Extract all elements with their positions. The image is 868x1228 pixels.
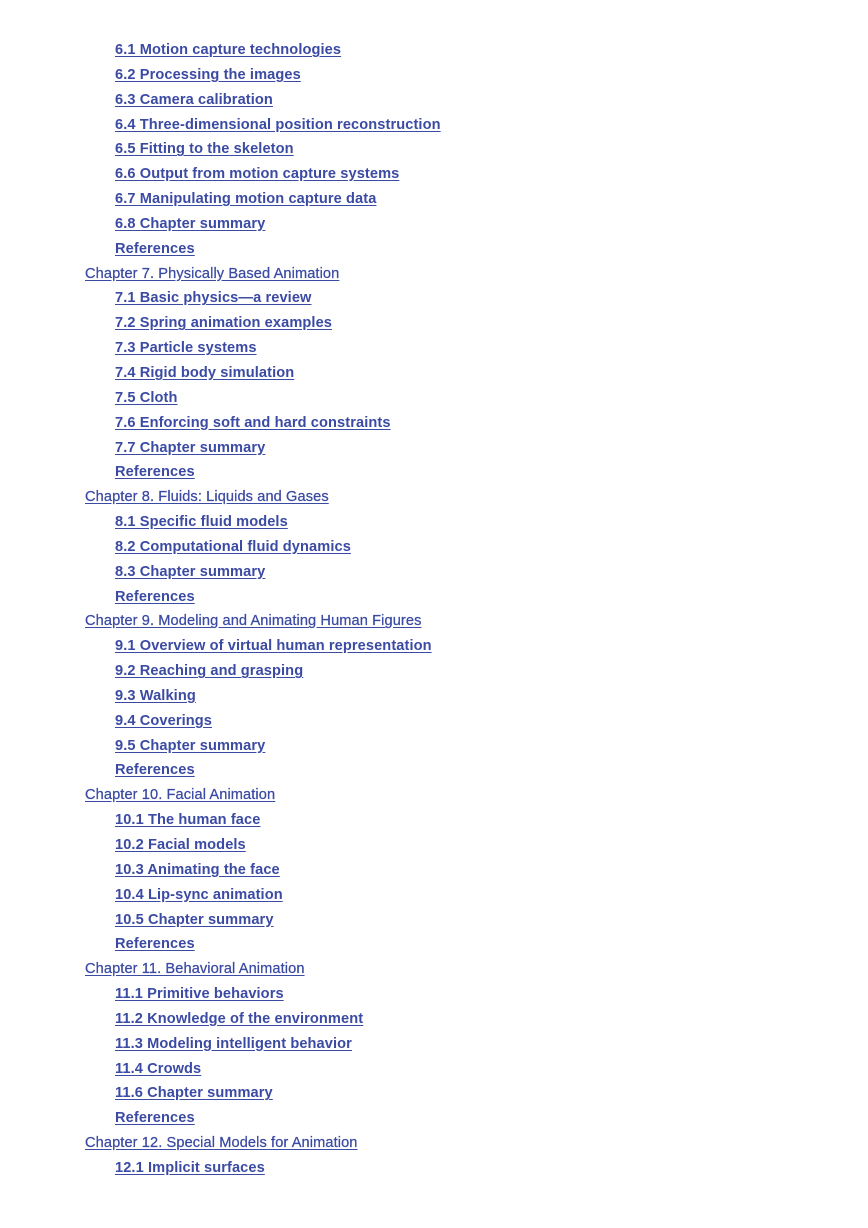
toc-section-item <box>85 336 441 361</box>
toc-chapter-link[interactable]: Chapter 8. Fluids: Liquids and Gases <box>85 489 329 506</box>
toc-section-link[interactable]: 9.5 Chapter summary <box>115 737 266 754</box>
toc-section-item <box>85 460 441 485</box>
toc-section-link[interactable]: 7.3 Particle systems <box>115 340 257 357</box>
toc-section-link[interactable]: References <box>115 762 195 779</box>
toc-section-item <box>85 1106 441 1131</box>
toc-section-item <box>85 932 441 957</box>
toc-chapter-link[interactable]: Chapter 11. Behavioral Animation <box>85 961 305 978</box>
toc-section-link[interactable]: 6.5 Fitting to the skeleton <box>115 141 294 158</box>
toc-section-item <box>85 137 441 162</box>
toc-section-item <box>85 510 441 535</box>
toc-section-item <box>85 709 441 734</box>
toc-section-link[interactable]: 10.4 Lip-sync animation <box>115 886 283 903</box>
toc-section-item <box>85 659 441 684</box>
toc-section-link[interactable]: 6.7 Manipulating motion capture data <box>115 191 377 208</box>
toc-chapter-item <box>85 957 441 982</box>
toc-section-item <box>85 734 441 759</box>
toc-section-item <box>85 237 441 262</box>
toc-section-link[interactable]: 7.5 Cloth <box>115 389 178 406</box>
toc-section-item <box>85 436 441 461</box>
toc-section-item <box>85 361 441 386</box>
toc-section-link[interactable]: 6.2 Processing the images <box>115 66 301 83</box>
toc-section-link[interactable]: 9.3 Walking <box>115 687 196 704</box>
toc-section-link[interactable]: 11.2 Knowledge of the environment <box>115 1010 364 1027</box>
toc-section-item <box>85 286 441 311</box>
toc-section-item <box>85 560 441 585</box>
toc-section-item <box>85 1156 441 1181</box>
toc-chapter-link[interactable]: Chapter 9. Modeling and Animating Human Figures <box>85 613 422 630</box>
toc-section-link[interactable]: 6.4 Three-dimensional position reconstruction <box>115 116 441 133</box>
toc-section-item <box>85 311 441 336</box>
toc-section-item <box>85 411 441 436</box>
toc-section-item <box>85 982 441 1007</box>
toc-section-link[interactable]: 8.2 Computational fluid dynamics <box>115 538 351 555</box>
toc-section-link[interactable]: 6.6 Output from motion capture systems <box>115 166 400 183</box>
toc-chapter-item <box>85 609 441 634</box>
toc-section-link[interactable]: 10.3 Animating the face <box>115 861 280 878</box>
toc-chapter-link[interactable]: Chapter 10. Facial Animation <box>85 787 276 804</box>
toc-section-link[interactable]: 6.3 Camera calibration <box>115 91 273 108</box>
toc-section-item <box>85 38 441 63</box>
toc-section-link[interactable]: 11.4 Crowds <box>115 1060 202 1077</box>
toc-section-link[interactable]: 10.5 Chapter summary <box>115 911 274 928</box>
toc-section-link[interactable]: 6.1 Motion capture technologies <box>115 42 342 58</box>
toc-section-link[interactable]: 9.2 Reaching and grasping <box>115 663 304 680</box>
toc-section-item <box>85 634 441 659</box>
toc-section-link[interactable]: 7.4 Rigid body simulation <box>115 364 295 381</box>
toc-section-item <box>85 187 441 212</box>
toc-section-link[interactable]: 11.3 Modeling intelligent behavior <box>115 1035 352 1052</box>
toc-section-item <box>85 758 441 783</box>
toc-section-link[interactable]: 7.6 Enforcing soft and hard constraints <box>115 414 391 431</box>
toc-section-item <box>85 113 441 138</box>
toc-chapter-item <box>85 783 441 808</box>
toc-section-link[interactable]: 7.2 Spring animation examples <box>115 315 333 332</box>
toc-section-link[interactable]: 12.1 Implicit surfaces <box>115 1159 265 1176</box>
toc-section-item <box>85 1032 441 1057</box>
toc-section-item <box>85 684 441 709</box>
toc-section-item <box>85 63 441 88</box>
table-of-contents <box>85 38 441 1181</box>
toc-section-item <box>85 1081 441 1106</box>
toc-section-item <box>85 162 441 187</box>
toc-section-link[interactable]: References <box>115 1110 195 1127</box>
toc-section-link[interactable]: 9.1 Overview of virtual human representation <box>115 638 432 655</box>
toc-section-link[interactable]: 11.6 Chapter summary <box>115 1085 273 1102</box>
toc-section-link[interactable]: 11.1 Primitive behaviors <box>115 986 284 1003</box>
toc-section-link[interactable]: 10.2 Facial models <box>115 837 246 853</box>
toc-section-link[interactable]: 8.3 Chapter summary <box>115 563 266 580</box>
toc-section-item <box>85 585 441 610</box>
toc-section-link[interactable]: References <box>115 240 195 257</box>
toc-section-link[interactable]: 6.8 Chapter summary <box>115 215 266 232</box>
toc-section-item <box>85 212 441 237</box>
toc-section-item <box>85 88 441 113</box>
toc-section-link[interactable]: 9.4 Coverings <box>115 712 213 729</box>
toc-chapter-link[interactable]: Chapter 12. Special Models for Animation <box>85 1135 358 1152</box>
toc-section-link[interactable]: 10.1 The human face <box>115 812 261 829</box>
toc-section-link[interactable]: References <box>115 588 195 605</box>
toc-section-item <box>85 535 441 560</box>
toc-chapter-item <box>85 485 441 510</box>
toc-section-item <box>85 386 441 411</box>
toc-chapter-item <box>85 1131 441 1156</box>
toc-section-item <box>85 908 441 933</box>
toc-section-item <box>85 858 441 883</box>
toc-section-item <box>85 833 441 858</box>
toc-section-item <box>85 808 441 833</box>
toc-section-link[interactable]: References <box>115 936 195 953</box>
toc-chapter-link[interactable]: Chapter 7. Physically Based Animation <box>85 265 340 282</box>
toc-section-link[interactable]: 7.7 Chapter summary <box>115 439 266 456</box>
toc-section-item <box>85 883 441 908</box>
toc-section-item <box>85 1007 441 1032</box>
toc-section-link[interactable]: 8.1 Specific fluid models <box>115 514 288 531</box>
toc-section-link[interactable]: 7.1 Basic physics—a review <box>115 290 312 307</box>
toc-chapter-item <box>85 262 441 287</box>
toc-section-item <box>85 1057 441 1082</box>
toc-section-link[interactable]: References <box>115 464 195 481</box>
